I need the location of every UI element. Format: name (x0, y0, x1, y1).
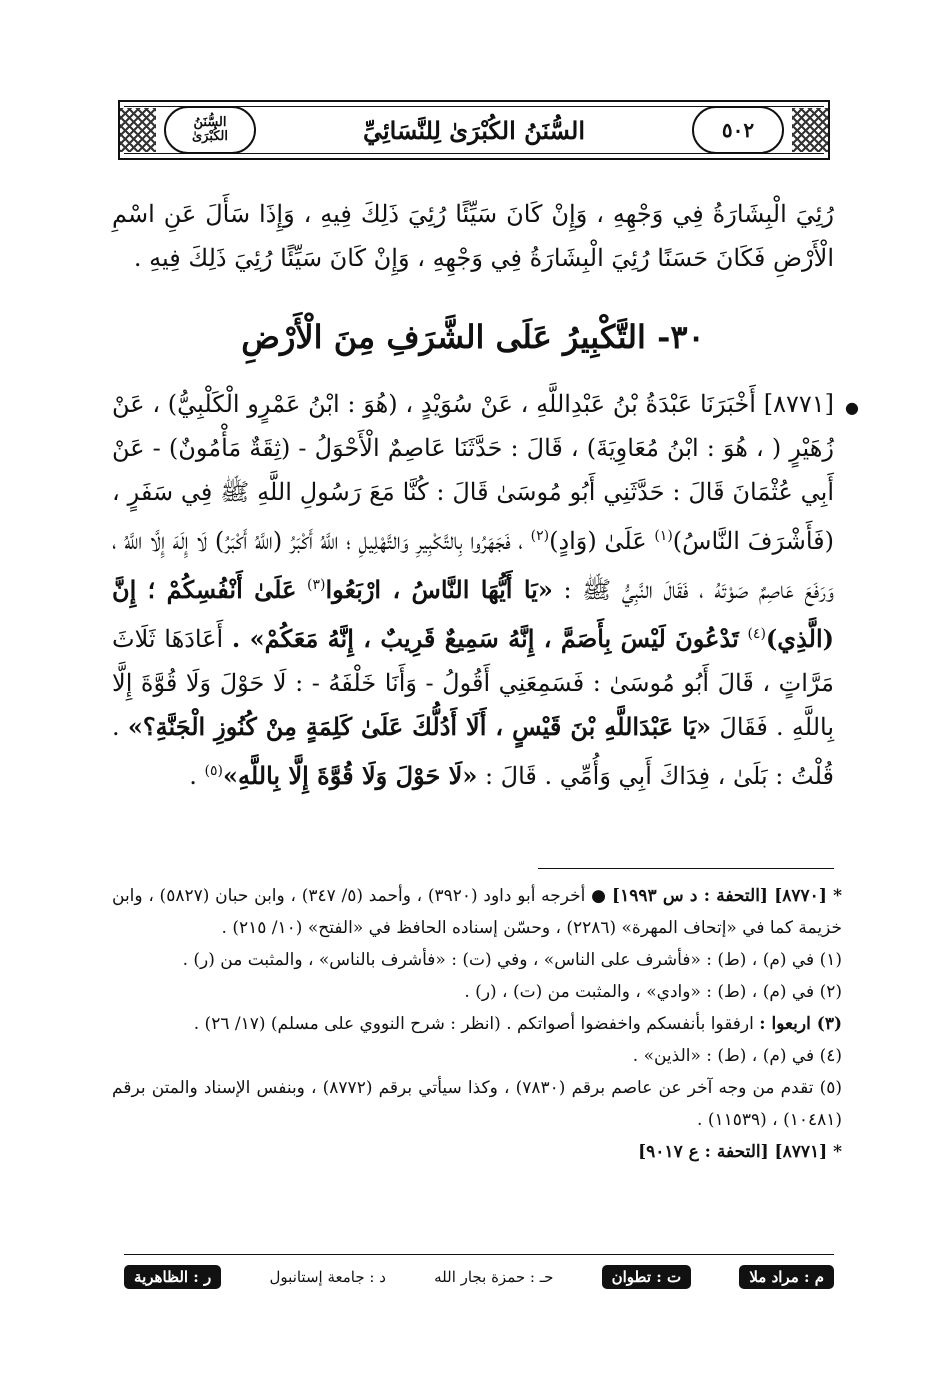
footnote-4: (٤) في (م) ، (ط) : «الذين» . (632, 1046, 842, 1066)
seal-line-2: الكُبْرَىٰ (191, 129, 229, 144)
footnotes (112, 880, 842, 1168)
footnote-separator (538, 868, 834, 869)
header-ornament-left (120, 108, 156, 152)
footnote-ref-1[interactable]: (١) (654, 528, 673, 544)
running-title: السُّنَنُ الكُبْرَىٰ لِلنَّسَائِيِّ (362, 115, 586, 145)
header-seal (164, 106, 256, 154)
ms-m-badge: م : مراد ملا (739, 1265, 834, 1289)
prophet-quote-e: «لَا حَوْلَ وَلَا قُوَّةَ إِلَّا بِاللَّهِ» (222, 761, 478, 790)
top-line-1: رُئِيَ الْبِشَارَةُ فِي وَجْهِهِ ، وَإِنْ كَانَ سَيِّئًا رُئِيَ ذَلِكَ فِيهِ ، وَإِذَا سَأَلَ عَنِ اسْمِ الْأَرْضِ (112, 200, 834, 272)
note-8771: * [٨٧٧١] [التحفة : ع ٩٠١٧] (638, 1142, 842, 1162)
note-8770-text: ● أخرجه أبو داود (٣٩٢٠) ، وأحمد (٥/ ٣٤٧) ، وابن حبان (٥٨٢٧) ، وابن خزيمة كما في «إتحاف المهرة» (٢٢٨٦) ، وحسّن إسناده الحافظ في «الفتح» (١٠/ ٢١٥) . (112, 886, 842, 938)
footnote-ref-5[interactable]: (٥) (204, 763, 223, 779)
ms-r-badge: ر : الظاهرية (124, 1265, 221, 1289)
footnote-2: (٢) في (م) ، (ط) : «وادي» ، والمثبت من (ت) ، (ر) . (464, 982, 842, 1002)
hadith-text-c: ، فَجَهَرُوا بِالتَّكْبِيرِ وَالتَّهْلِيلِ ؛ اللَّهُ أَكْبَرُ (اللَّهُ أَكْبَرُ) لَا إِلَهَ إِلَّا اللَّهُ ، وَرَفَعَ عَاصِمٌ صَوْتَهُ ، فَقَالَ النَّبِيُّ ﷺ : (112, 527, 834, 604)
top-paragraph (112, 192, 834, 280)
chapter-title: ٣٠- التَّكْبِيرُ عَلَى الشَّرَفِ مِنَ الْأَرْضِ (241, 318, 705, 356)
footnote-ref-2[interactable]: (٢) (530, 528, 550, 544)
prophet-quote-a: «يَا أَيُّهَا النَّاسُ ، ارْبَعُوا (325, 575, 553, 604)
hadith-text-e: . قُلْتُ : بَلَىٰ ، فِدَاكَ أَبِي وَأُمِّي . قَالَ : (112, 713, 834, 790)
footnote-ref-3[interactable]: (٣) (307, 577, 326, 593)
hadith-paragraph (112, 382, 834, 798)
prophet-quote-b: عَلَىٰ أَنْفُسِكُمْ ؛ إِنَّ (الَّذِي) (112, 575, 834, 653)
manuscript-key (124, 1262, 834, 1292)
hadith-text-b: عَلَىٰ (وَادٍ) (549, 527, 647, 555)
footer-separator (124, 1254, 834, 1255)
hadith-end: . (189, 762, 197, 790)
bullet-icon: ● (845, 398, 859, 417)
footnote-1: (١) في (م) ، (ط) : «فأشرف على الناس» ، وفي (ت) : «فأشرف بالناس» ، والمثبت من (ر) . (182, 950, 842, 970)
top-line-2: فَكَانَ حَسَنًا رُئِيَ الْبِشَارَةُ فِي وَجْهِهِ ، وَإِنْ كَانَ سَيِّئًا رُئِيَ ذَلِكَ فِيهِ . (133, 244, 766, 272)
page-number: ٥٠٢ (692, 106, 784, 154)
seal-line-1: السُّنَنُ (193, 114, 227, 130)
hadith-text-a: أَخْبَرَنَا عَبْدَةُ بْنُ عَبْدِاللَّهِ ، عَنْ سُوَيْدٍ ، (هُوَ : ابْنُ عَمْرٍو الْكَلْبِيُّ) ، عَنْ زُهَيْرٍ ( ، هُوَ : ابْنُ مُعَاوِيَةَ) ، قَالَ : حَدَّثَنَا عَاصِمٌ الْأَحْوَلُ - (ثِقَةٌ مَأْمُونٌ) - عَنْ أَبِي عُثْمَانَ قَالَ : حَدَّثَنِي أَبُو مُوسَىٰ قَالَ : كُنَّا مَعَ رَسُولِ اللَّهِ ﷺ فِي سَفَرٍ ، (فَأَشْرَفَ النَّاسُ) (112, 390, 834, 555)
ms-h-label: حـ : حمزة بجار الله (434, 1268, 554, 1286)
footnote-5: (٥) تقدم من وجه آخر عن عاصم برقم (٧٨٣٠) ، وكذا سيأتي برقم (٨٧٧٢) ، وبنفس الإسناد والمتن برقم (١٠٤٨١) ، (١١٥٣٩) . (112, 1078, 842, 1130)
footnote-3-label: (٣) اربعوا : (759, 1014, 842, 1034)
ms-d-label: د : جامعة إستانبول (269, 1268, 386, 1286)
ms-t-badge: ت : تطوان (602, 1265, 692, 1289)
prophet-quote-c: تَدْعُونَ لَيْسَ بِأَصَمَّ ، إِنَّهُ سَمِيعٌ قَرِيبٌ ، إِنَّهُ مَعَكُمْ» . (231, 624, 739, 653)
footnote-3 (112, 1008, 842, 1040)
note-8770 (112, 880, 842, 944)
hadith-text-d: أَعَادَهَا ثَلَاثَ مَرَّاتٍ ، قَالَ أَبُو مُوسَىٰ : فَسَمِعَنِي أَقُولُ - وَأَنَا خَلْفَهُ - : لَا حَوْلَ وَلَا قُوَّةَ إِلَّا بِاللَّهِ . فَقَالَ (112, 625, 835, 741)
page-header (118, 100, 830, 160)
footnote-ref-4[interactable]: (٤) (747, 626, 766, 642)
footnote-3-text: ارفقوا بأنفسكم واخفضوا أصواتكم . (انظر : شرح النووي على مسلم) (١٧/ ٢٦) . (193, 1014, 754, 1034)
header-ornament-right (792, 108, 828, 152)
hadith-number: [٨٧٧١] (763, 390, 834, 418)
note-8770-head: * [٨٧٧٠] [التحفة : د س ١٩٩٣] (612, 886, 842, 906)
prophet-quote-d: «يَا عَبْدَاللَّهِ بْنَ قَيْسٍ ، أَلَا أَدُلُّكَ عَلَىٰ كَلِمَةٍ مِنْ كُنُوزِ الْجَنَّةِ؟» (127, 712, 712, 741)
